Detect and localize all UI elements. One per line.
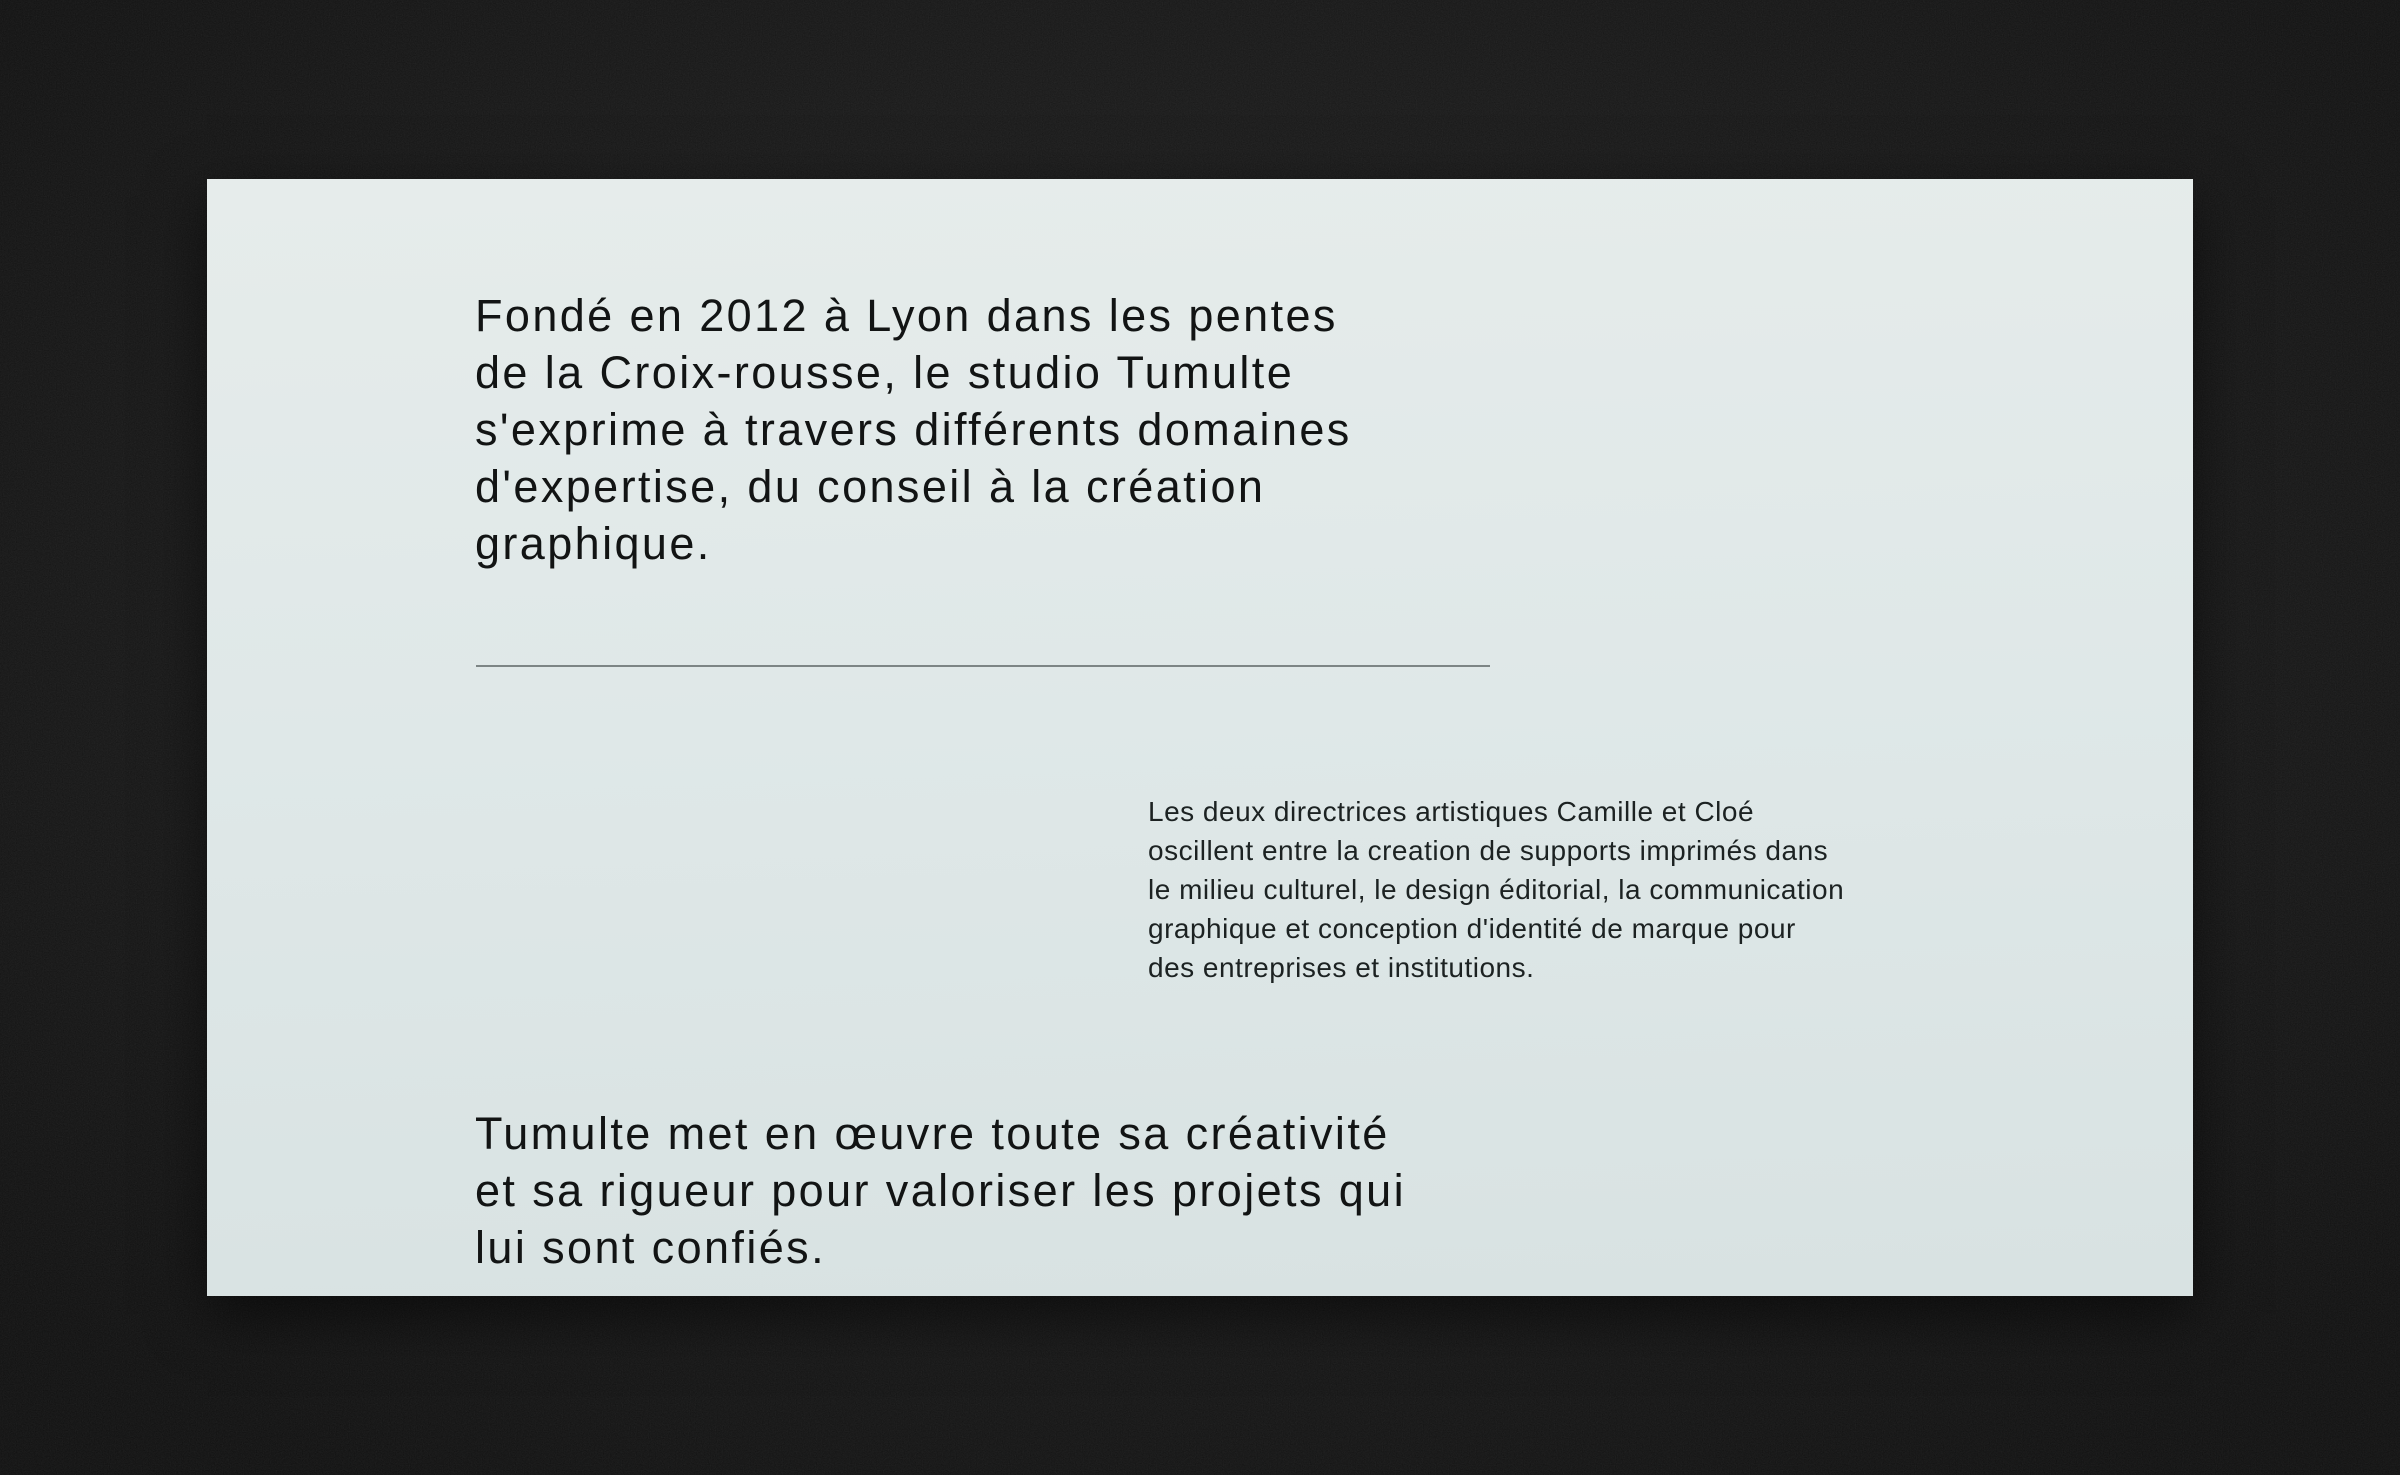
detail-line-3: le milieu culturel, le design éditorial, la communication: [1148, 874, 1845, 905]
detail-line-2: oscillent entre la creation de supports imprimés dans: [1148, 835, 1829, 866]
closing-line-2: et sa rigueur pour valoriser les projets qui: [475, 1165, 1407, 1216]
divider-line: [476, 665, 1490, 667]
closing-line-1: Tumulte met en œuvre toute sa créativité: [475, 1108, 1390, 1159]
intro-line-1: Fondé en 2012 à Lyon dans les pentes: [475, 290, 1338, 341]
intro-line-4: d'expertise, du conseil à la création: [475, 461, 1266, 512]
detail-paragraph: [1148, 792, 1844, 987]
intro-paragraph: [475, 287, 1352, 572]
detail-line-5: des entreprises et institutions.: [1148, 952, 1535, 983]
intro-line-2: de la Croix-rousse, le studio Tumulte: [475, 347, 1295, 398]
detail-line-4: graphique et conception d'identité de marque pour: [1148, 913, 1796, 944]
intro-line-5: graphique.: [475, 518, 712, 569]
closing-paragraph: [475, 1105, 1406, 1276]
slide-card: [207, 179, 2193, 1296]
detail-line-1: Les deux directrices artistiques Camille et Cloé: [1148, 796, 1755, 827]
closing-line-3: lui sont confiés.: [475, 1222, 826, 1273]
intro-line-3: s'exprime à travers différents domaines: [475, 404, 1352, 455]
